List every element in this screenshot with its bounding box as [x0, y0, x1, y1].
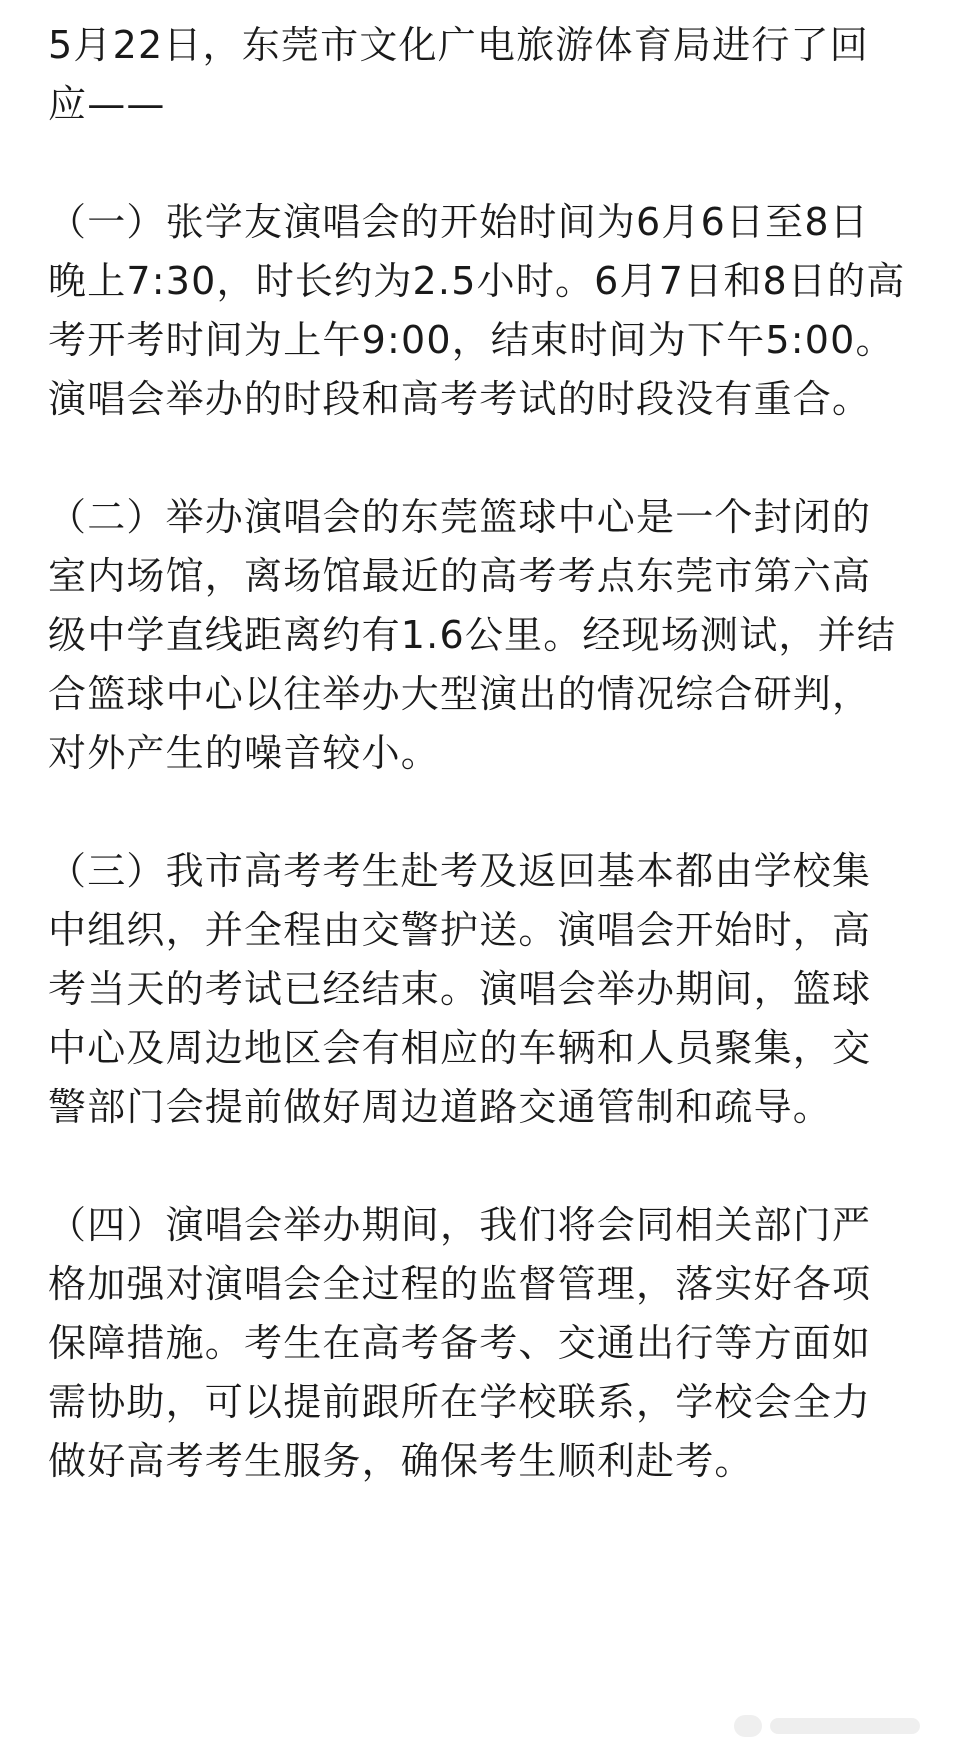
watermark [734, 1715, 920, 1737]
paragraph-two: （二）举办演唱会的东莞篮球中心是一个封闭的 室内场馆，离场馆最近的高考考点东莞市第六高 级中学直线距离约有1.6公里。经现场测试，并结 合篮球中心以往举办大型演出的情况综合研判， 对外产生的噪音较小。 [48, 495, 897, 775]
paragraph-three: （三）我市高考考生赴考及返回基本都由学校集 中组织，并全程由交警护送。演唱会开始时，高 考当天的考试已经结束。演唱会举办期间，篮球 中心及周边地区会有相应的车辆和人员聚集，交 警部门会提前做好周边道路交通管制和疏导。 [48, 849, 872, 1129]
intro-paragraph: 5月22日，东莞市文化广电旅游体育局进行了回 应—— [48, 23, 869, 126]
paragraph-spacer [48, 1137, 926, 1196]
paragraph-spacer [48, 429, 926, 488]
paragraph-spacer [48, 783, 926, 842]
watermark-text-blur [770, 1718, 920, 1734]
paragraph-four: （四）演唱会举办期间，我们将会同相关部门严 格加强对演唱会全过程的监督管理，落实好各项 保障措施。考生在高考备考、交通出行等方面如 需协助，可以提前跟所在学校联系，学校会全力 做好高考考生服务，确保考生顺利赴考。 [48, 1203, 872, 1483]
watermark-logo-icon [734, 1715, 762, 1737]
paragraph-one: （一）张学友演唱会的开始时间为6月6日至8日 晚上7:30，时长约为2.5小时。6月7日和8日的高 考开考时间为上午9:00，结束时间为下午5:00。 演唱会举办的时段和高考考试的时段没有重合。 [48, 200, 906, 421]
paragraph-spacer [48, 134, 926, 193]
